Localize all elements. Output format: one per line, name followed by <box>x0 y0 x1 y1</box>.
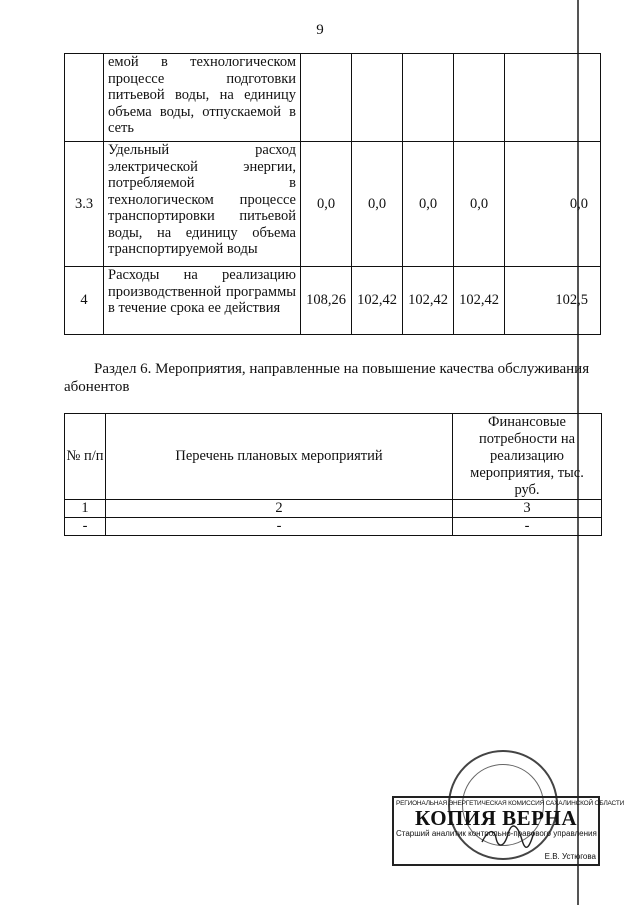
table-cell: - <box>106 518 453 536</box>
row-number: 3.3 <box>65 142 104 267</box>
value-cell <box>403 54 454 142</box>
column-header-number: № п/п <box>65 414 106 500</box>
page-number: 9 <box>316 22 324 38</box>
table-row <box>65 500 602 518</box>
value-cell: 0,0 <box>454 142 505 267</box>
table-cell: 3 <box>453 500 602 518</box>
row-description: емой в технологическом процессе подготовки питьевой воды, на единицу объема воды, отпускаемой в сеть <box>104 54 301 142</box>
table-row <box>65 518 602 536</box>
row-description: Расходы на реализацию производственной программы в течение срока ее действия <box>104 267 301 335</box>
table-cell: 2 <box>106 500 453 518</box>
value-cell: 102,5 <box>505 267 601 335</box>
section-heading: Раздел 6. Мероприятия, направленные на повышение качества обслуживания абонентов <box>64 361 590 395</box>
row-number <box>65 54 104 142</box>
stamp-signer-name: Е.В. Устюгова <box>544 852 596 861</box>
stamp-title: КОПИЯ ВЕРНА <box>415 806 577 830</box>
value-cell: 102,42 <box>454 267 505 335</box>
table-cell: 1 <box>65 500 106 518</box>
row-number: 4 <box>65 267 104 335</box>
table-row <box>65 54 601 142</box>
table-cell: - <box>65 518 106 536</box>
value-cell: 0,0 <box>505 142 601 267</box>
value-cell <box>301 54 352 142</box>
value-cell: 0,0 <box>403 142 454 267</box>
table-cell: - <box>453 518 602 536</box>
value-cell <box>454 54 505 142</box>
value-cell: 0,0 <box>301 142 352 267</box>
table-row <box>65 267 601 335</box>
indicators-table <box>64 53 601 335</box>
row-description: Удельный расход электрической энергии, потребляемой в технологическом процессе транспортировки питьевой воды, на единицу объема транспортируемой воды <box>104 142 301 267</box>
table-row <box>65 142 601 267</box>
value-cell <box>352 54 403 142</box>
value-cell: 0,0 <box>352 142 403 267</box>
value-cell: 102,42 <box>403 267 454 335</box>
column-header-measures: Перечень плановых мероприятий <box>106 414 453 500</box>
stamp-role: Старший аналитик контрольно-правового управления <box>396 829 597 838</box>
column-header-financing: Финансовые потребности на реализацию мероприятия, тыс. руб. <box>453 414 602 500</box>
stamp-organization: РЕГИОНАЛЬНАЯ ЭНЕРГЕТИЧЕСКАЯ КОМИССИЯ САХАЛИНСКОЙ ОБЛАСТИ <box>396 800 625 807</box>
handwritten-signature <box>478 822 538 852</box>
value-cell: 108,26 <box>301 267 352 335</box>
value-cell: 102,42 <box>352 267 403 335</box>
value-cell <box>505 54 601 142</box>
table-header-row <box>65 414 602 500</box>
measures-table <box>64 413 602 536</box>
